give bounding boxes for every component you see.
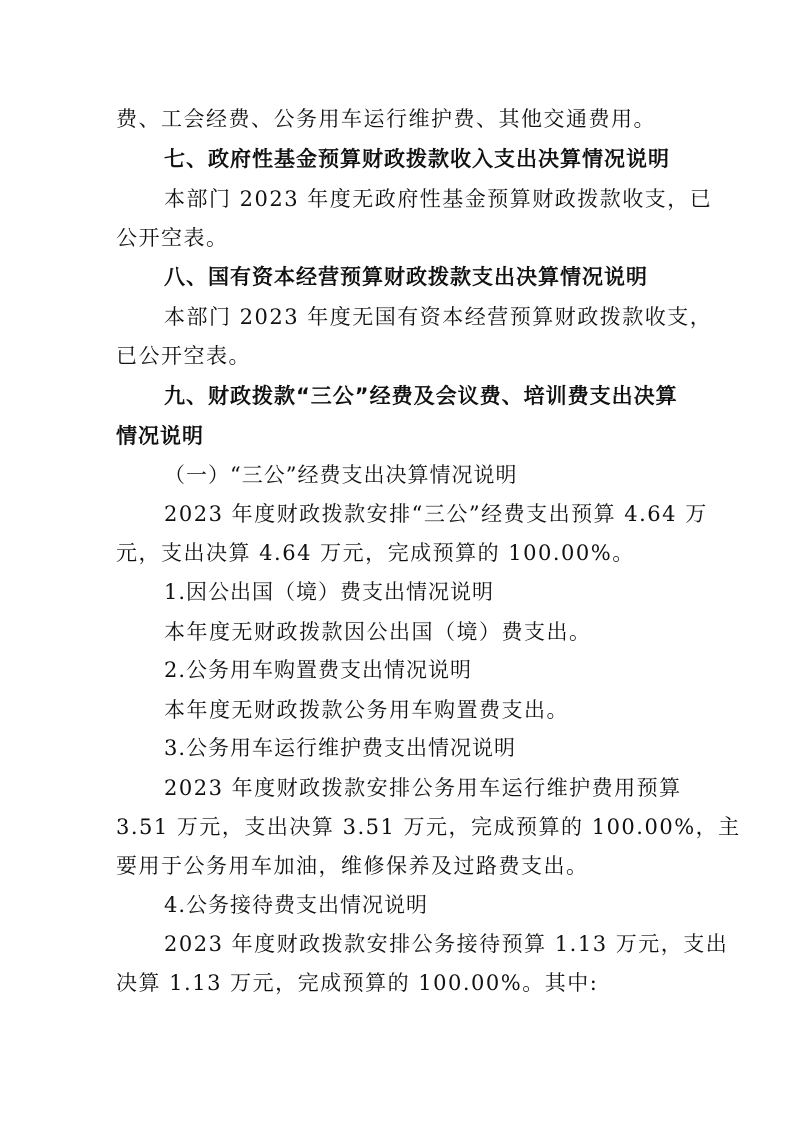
item-heading-1: 1.因公出国（境）费支出情况说明 (164, 580, 495, 604)
section-heading-8: 八、国有资本经营预算财政拨款支出决算情况说明 (164, 265, 648, 289)
item-heading-4: 4.公务接待费支出情况说明 (164, 893, 429, 917)
paragraph-text: 要用于公务用车加油，维修保养及过路费支出。 (116, 854, 589, 878)
item-heading-3: 3.公务用车运行维护费支出情况说明 (164, 736, 517, 760)
paragraph-text: 本年度无财政拨款公务用车购置费支出。 (164, 698, 569, 722)
paragraph-text: 决算 1.13 万元，完成预算的 100.00%。其中: (116, 971, 599, 995)
paragraph-text: 公开空表。 (116, 226, 229, 250)
paragraph-text: 本年度无财政拨款因公出国（境）费支出。 (164, 620, 592, 644)
section-heading-9-continued: 情况说明 (116, 424, 204, 448)
item-heading-2: 2.公务用车购置费支出情况说明 (164, 658, 473, 682)
paragraph-text: 已公开空表。 (116, 344, 251, 368)
section-heading-7: 七、政府性基金预算财政拨款收入支出决算情况说明 (164, 147, 670, 171)
paragraph-text: 2023 年度财政拨款安排“三公”经费支出预算 4.64 万 (164, 502, 708, 526)
paragraph-text: 元，支出决算 4.64 万元，完成预算的 100.00%。 (116, 541, 635, 565)
section-heading-9: 九、财政拨款“三公”经费及会议费、培训费支出决算 (164, 384, 678, 408)
paragraph-text: 本部门 2023 年度无政府性基金预算财政拨款收支，已 (164, 187, 713, 211)
paragraph-text: 2023 年度财政拨款安排公务接待预算 1.13 万元，支出 (164, 932, 729, 956)
paragraph-text: 本部门 2023 年度无国有资本经营预算财政拨款收支， (164, 305, 713, 329)
subsection-heading: （一）“三公”经费支出决算情况说明 (164, 463, 518, 487)
paragraph-text: 3.51 万元，支出决算 3.51 万元，完成预算的 100.00%，主 (116, 815, 741, 839)
paragraph-text: 费、工会经费、公务用车运行维护费、其他交通费用。 (116, 107, 656, 131)
paragraph-text: 2023 年度财政拨款安排公务用车运行维护费用预算 (164, 776, 682, 800)
